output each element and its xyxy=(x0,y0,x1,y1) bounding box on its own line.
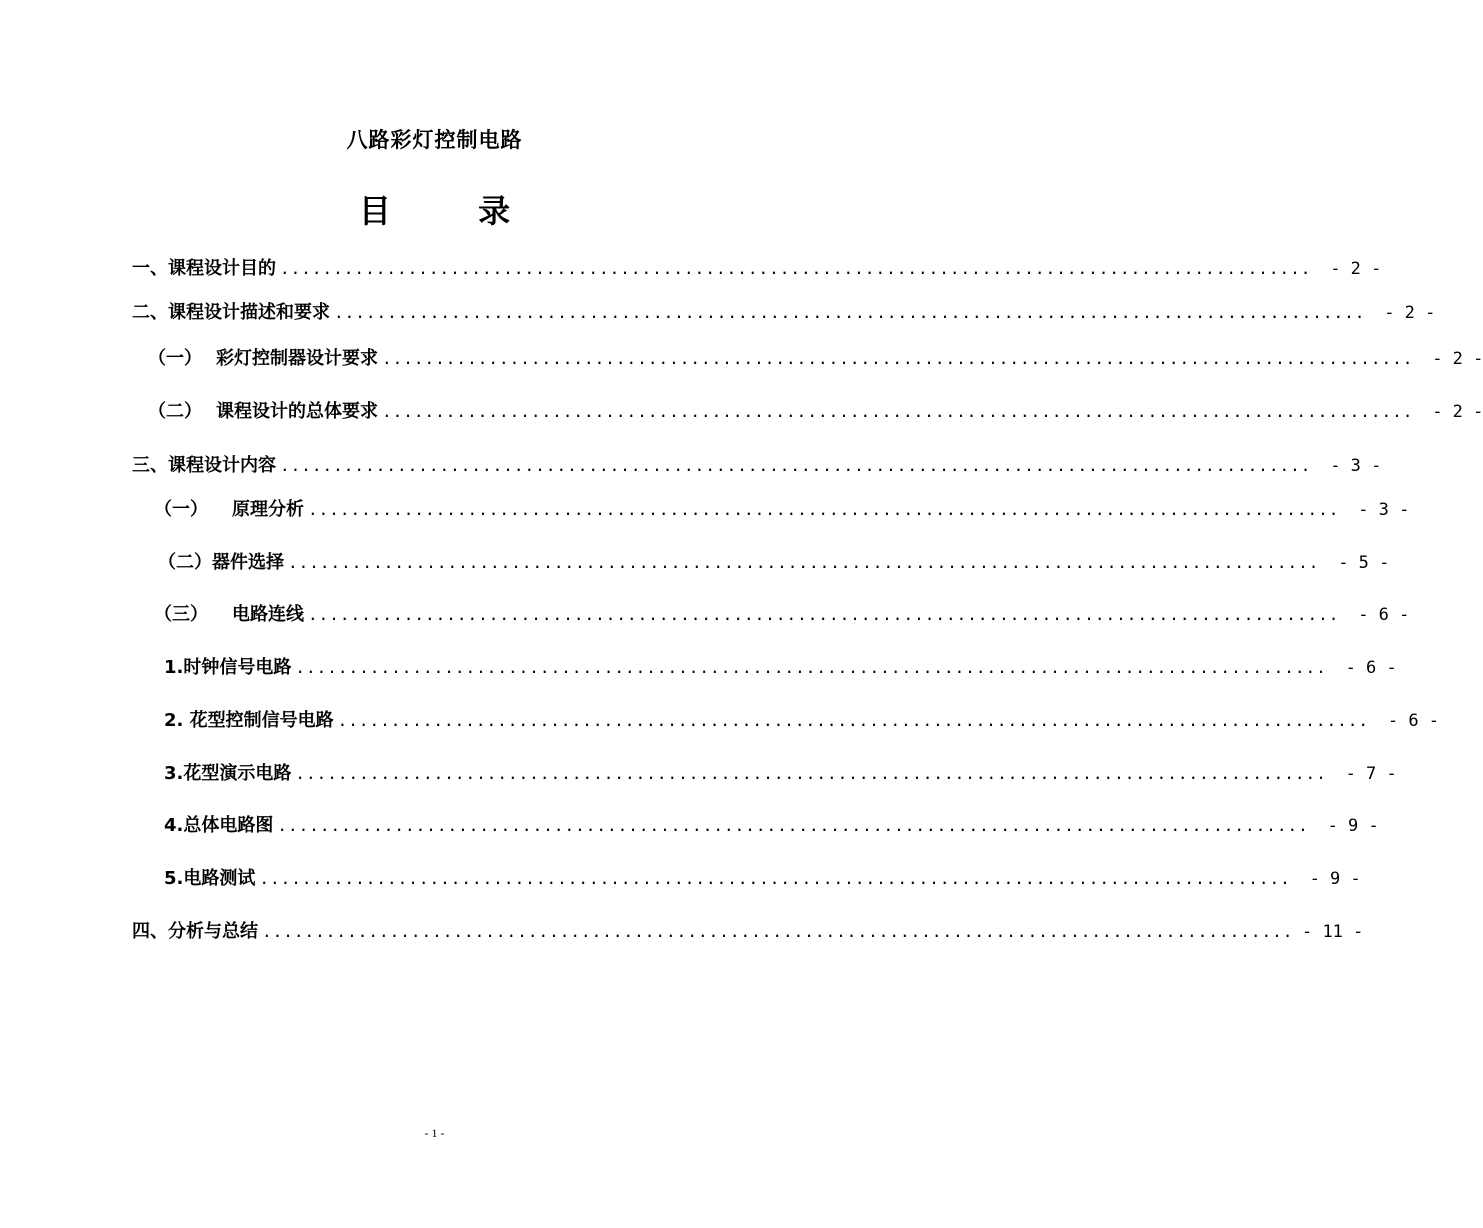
dot-leader: ................................................................................................. xyxy=(288,553,1320,572)
toc-entry-number: （一） xyxy=(148,348,202,369)
document-title: 八路彩灯控制电路 xyxy=(346,128,523,152)
toc-entry-page: - 11 - xyxy=(1301,922,1364,942)
dot-leader: ................................................................................................. xyxy=(382,402,1414,421)
dot-leader: ................................................................................................. xyxy=(295,658,1327,677)
toc-entry[interactable] xyxy=(132,298,1436,323)
dot-leader: ................................................................................................. xyxy=(334,303,1366,322)
toc-entry-label: 3.花型演示电路 xyxy=(164,763,292,784)
toc-entry-page: - 5 - xyxy=(1338,553,1390,573)
toc-entry-page: - 2 - xyxy=(1432,349,1483,369)
toc-entry-page: - 2 - xyxy=(1330,259,1382,279)
toc-entry-label: 原理分析 xyxy=(232,499,304,520)
toc-entry-label: 课程设计的总体要求 xyxy=(216,401,378,422)
toc-heading-char-1: 目 xyxy=(358,192,391,230)
dot-leader: ................................................................................................. xyxy=(280,456,1312,475)
dot-leader: ................................................................................................. xyxy=(337,711,1370,730)
toc-entry-label: 三、课程设计内容 xyxy=(132,455,276,476)
toc-entry-label: 彩灯控制器设计要求 xyxy=(216,348,378,369)
toc-entry[interactable] xyxy=(164,653,1397,678)
toc-entry-number: （一） xyxy=(154,499,208,520)
toc-entry-number: （三） xyxy=(154,604,208,625)
toc-entry[interactable] xyxy=(148,397,1483,422)
toc-entry-page: - 6 - xyxy=(1358,605,1410,625)
toc-entry-page: - 3 - xyxy=(1330,456,1382,476)
toc-entry[interactable] xyxy=(148,344,1483,369)
toc-entry-page: - 6 - xyxy=(1345,658,1397,678)
toc-entry-number: （二） xyxy=(148,401,202,422)
toc-entry-page: - 7 - xyxy=(1345,764,1397,784)
toc-entry-label: 4.总体电路图 xyxy=(164,815,274,836)
toc-entry-label: 1.时钟信号电路 xyxy=(164,657,292,678)
dot-leader: ................................................................................................. xyxy=(259,869,1291,888)
toc-entry[interactable] xyxy=(154,600,1410,625)
dot-leader: ................................................................................................. xyxy=(382,349,1414,368)
toc-entry-page: - 2 - xyxy=(1384,303,1436,323)
toc-entry-label: 二、课程设计描述和要求 xyxy=(132,302,330,323)
dot-leader: ................................................................................................. xyxy=(262,922,1294,941)
toc-entry[interactable] xyxy=(132,917,1364,942)
dot-leader: ................................................................................................. xyxy=(280,259,1312,278)
toc-entry[interactable] xyxy=(158,548,1390,573)
toc-entry-page: - 9 - xyxy=(1309,869,1361,889)
toc-entry[interactable] xyxy=(132,254,1382,279)
dot-leader: ................................................................................................. xyxy=(295,764,1327,783)
toc-entry-label: 2. 花型控制信号电路 xyxy=(164,710,334,731)
toc-entry[interactable] xyxy=(154,495,1410,520)
toc-entry-page: - 6 - xyxy=(1387,711,1440,731)
toc-entry[interactable] xyxy=(132,451,1382,476)
toc-heading-char-2: 录 xyxy=(478,192,511,230)
toc-entry-label: 四、分析与总结 xyxy=(132,921,258,942)
toc-entry-label: 一、课程设计目的 xyxy=(132,258,276,279)
toc-entry[interactable] xyxy=(164,811,1379,836)
dot-leader: ................................................................................................. xyxy=(308,605,1340,624)
toc-entry-page: - 9 - xyxy=(1327,816,1379,836)
toc-entry-label: 5.电路测试 xyxy=(164,868,256,889)
toc-entry[interactable] xyxy=(164,759,1397,784)
dot-leader: ................................................................................................. xyxy=(308,500,1340,519)
dot-leader: ................................................................................................. xyxy=(277,816,1309,835)
toc-entry-label: （二）器件选择 xyxy=(158,552,284,573)
toc-entry-page: - 3 - xyxy=(1358,500,1410,520)
page-number-footer: - 1 - xyxy=(424,1126,445,1140)
toc-entry-page: - 2 - xyxy=(1432,402,1483,422)
toc-entry[interactable] xyxy=(164,864,1361,889)
toc-entry[interactable] xyxy=(164,706,1440,731)
toc-entry-label: 电路连线 xyxy=(232,604,304,625)
